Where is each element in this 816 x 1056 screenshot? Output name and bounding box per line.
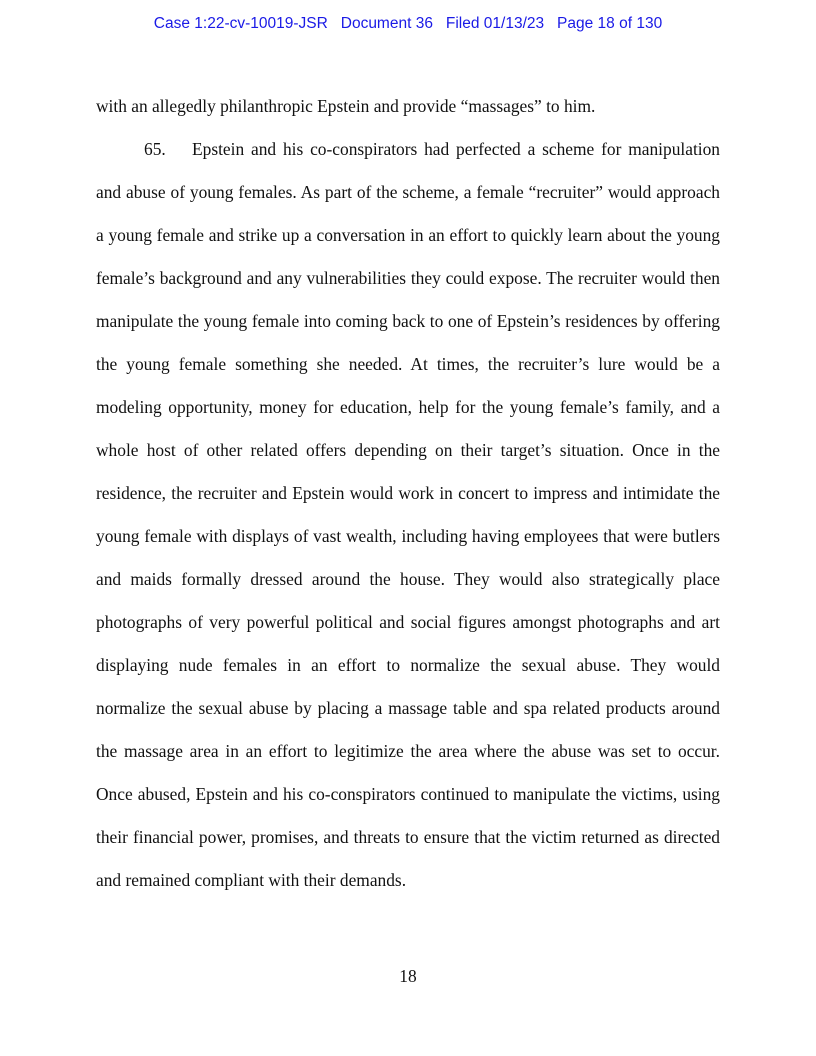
paragraph-text: Epstein and his co-conspirators had perfected a scheme for manipulation and abuse of young females. As part of the scheme, a female “recruiter” would approach a young female and strike up a conversation in an effort to quickly learn about the young female’s background and any vulnerabilities they could expose. The recruiter would then manipulate the young female into coming back to one of Epstein’s residences by offering the young female something she needed. At times, the recruiter’s lure would be a modeling opportunity, money for education, help for the young female’s family, and a whole host of other related offers depending on their target’s situation. Once in the residence, the recruiter and Epstein would work in concert to impress and intimidate the young female with displays of vast wealth, including having employees that were butlers and maids formally dressed around the house. They would also strategically place photographs of very powerful political and social figures amongst photographs and art displaying nude females in an effort to normalize the sexual abuse. They would normalize the sexual abuse by placing a massage table and spa related products around the massage area in an effort to legitimize the area where the abuse was set to occur. Once abused, Epstein and his co-conspirators continued to manipulate the victims, using their financial power, promises, and threats to ensure that the victim returned as directed and remained compliant with their demands. [96,139,720,890]
ecf-filing-header [0,15,816,33]
page-number: 18 [399,966,417,986]
page-of-total: Page 18 of 130 [557,15,663,32]
paragraph-number: 65. [144,139,166,159]
continuation-text: with an allegedly philanthropic Epstein and provide “massages” to him. [96,96,596,116]
document-number: Document 36 [340,15,433,32]
filed-date: Filed 01/13/23 [445,15,545,32]
case-number: Case 1:22-cv-10019-JSR [153,15,328,32]
paragraph-65 [96,128,720,902]
